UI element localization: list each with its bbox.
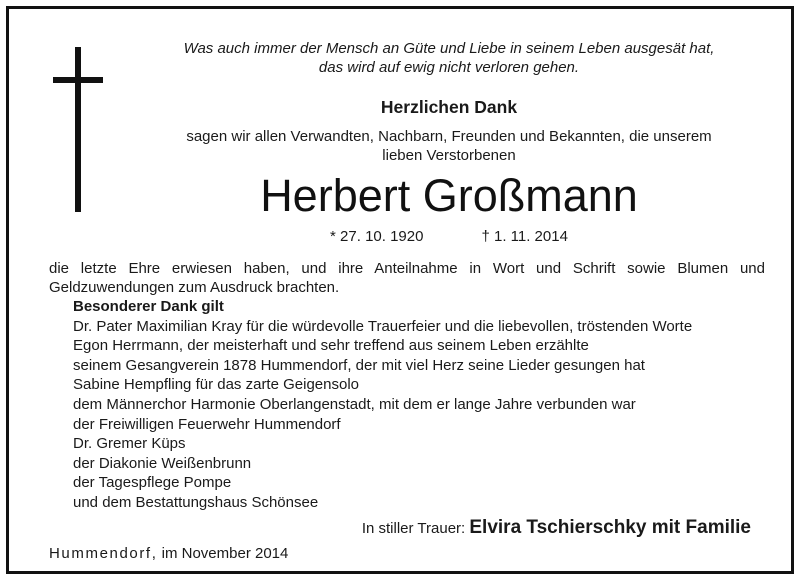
signoff <box>362 517 751 539</box>
life-dates <box>129 228 769 245</box>
death-date: † 1. 11. 2014 <box>481 228 568 245</box>
intro-line-2: lieben Verstorbenen <box>382 147 516 164</box>
birth-date: * 27. 10. 1920 <box>330 228 424 245</box>
list-item: Dr. Pater Maximilian Kray für die würdevolle Trauerfeier und die liebevollen, tröstenden Worte <box>73 317 693 335</box>
motto-quote <box>129 39 769 77</box>
list-item: dem Männerchor Harmonie Oberlangenstadt, mit dem er lange Jahre verbunden war <box>73 395 636 413</box>
special-thanks-heading: Besonderer Dank gilt <box>73 298 224 315</box>
special-thanks-list <box>73 317 753 513</box>
list-item: der Freiwilligen Feuerwehr Hummendorf <box>73 415 341 433</box>
list-item: Dr. Gremer Küps <box>73 435 186 453</box>
intro-text <box>129 127 769 165</box>
list-item: Egon Herrmann, der meisterhaft und sehr treffend aus seinem Leben erzählte <box>73 337 589 355</box>
list-item: und dem Bestattungshaus Schönsee <box>73 493 319 511</box>
obituary-card <box>6 6 794 574</box>
signoff-prefix: In stiller Trauer: <box>361 520 466 537</box>
place-date <box>49 545 288 562</box>
thanks-title: Herzlichen Dank <box>380 97 518 117</box>
list-item: Sabine Hempfling für das zarte Geigensolo <box>73 376 359 394</box>
deceased-name: Herbert Großmann <box>260 170 638 221</box>
cross-icon-bar <box>53 77 103 83</box>
body-text: die letzte Ehre erwiesen haben, und ihre Anteilnahme in Wort und Schrift sowie Blumen und Geldzuwendungen zum Ausdruck brachten. <box>49 260 765 296</box>
signoff-family: Elvira Tschierschky mit Familie <box>469 517 751 538</box>
place-date-text: im November 2014 <box>161 545 289 562</box>
list-item: der Diakonie Weißenbrunn <box>73 454 252 472</box>
intro-line-1: sagen wir allen Verwandten, Nachbarn, Freunden und Bekannten, die unserem <box>186 128 712 145</box>
place-town: Hummendorf, <box>49 545 158 562</box>
motto-line-2: das wird auf ewig nicht verloren gehen. <box>318 59 580 76</box>
special-thanks <box>73 297 753 513</box>
list-item: seinem Gesangverein 1878 Hummendorf, der mit viel Herz seine Lieder gesungen hat <box>73 356 645 374</box>
list-item: der Tagespflege Pompe <box>73 474 232 492</box>
cross-icon <box>75 47 81 212</box>
motto-line-1: Was auch immer der Mensch an Güte und Liebe in seinem Leben ausgesät hat, <box>183 40 715 57</box>
